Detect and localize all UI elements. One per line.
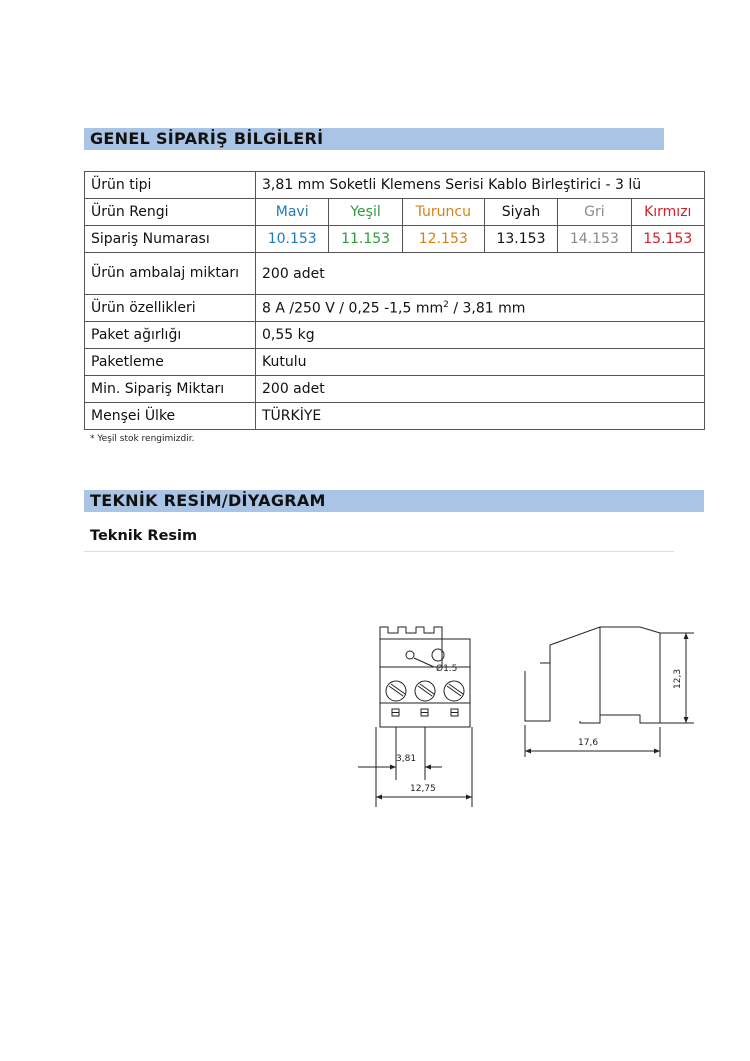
label-product-color: Ürün Rengi xyxy=(85,199,256,226)
table-row xyxy=(85,199,705,226)
pitch-dimension-label: 3,81 xyxy=(396,754,417,764)
order-number-siyah: 13.153 xyxy=(484,226,557,253)
section-title-general-order-info: GENEL SİPARİŞ BİLGİLERİ xyxy=(84,128,664,150)
features-text: 8 A /250 V / 0,25 -1,5 mm xyxy=(262,300,444,317)
order-number-yesil: 11.153 xyxy=(329,226,402,253)
table-row xyxy=(85,253,705,295)
color-turuncu: Turuncu xyxy=(402,199,484,226)
height-dimension-label: 12,3 xyxy=(673,668,683,689)
section-title-technical-drawing: TEKNİK RESİM/DİYAGRAM xyxy=(84,490,704,512)
width-dimension-label: 12,75 xyxy=(410,784,436,794)
value-package-weight: 0,55 kg xyxy=(256,322,705,349)
order-number-mavi: 10.153 xyxy=(256,226,329,253)
label-product-features: Ürün özellikleri xyxy=(85,295,256,322)
length-dimension-label: 17,6 xyxy=(578,738,599,748)
color-mavi: Mavi xyxy=(256,199,329,226)
label-min-order: Min. Sipariş Miktarı xyxy=(85,376,256,403)
side-view xyxy=(525,627,694,757)
order-number-gri: 14.153 xyxy=(558,226,631,253)
color-gri: Gri xyxy=(558,199,631,226)
stock-color-note: * Yeşil stok rengimizdir. xyxy=(90,434,195,444)
table-row xyxy=(85,403,705,430)
table-row xyxy=(85,172,705,199)
subsection-title-technical-drawing: Teknik Resim xyxy=(90,528,198,544)
label-product-type: Ürün tipi xyxy=(85,172,256,199)
features-text-end: / 3,81 mm xyxy=(448,300,526,317)
label-packaging: Paketleme xyxy=(85,349,256,376)
table-row xyxy=(85,322,705,349)
subsection-divider xyxy=(84,551,674,552)
color-siyah: Siyah xyxy=(484,199,557,226)
value-product-features xyxy=(256,295,705,322)
front-view xyxy=(358,627,472,807)
label-order-number: Sipariş Numarası xyxy=(85,226,256,253)
table-row xyxy=(85,226,705,253)
technical-drawing xyxy=(350,615,700,815)
table-row xyxy=(85,349,705,376)
order-number-turuncu: 12.153 xyxy=(402,226,484,253)
product-spec-table xyxy=(84,171,705,430)
label-package-quantity: Ürün ambalaj miktarı xyxy=(85,253,256,295)
order-number-kirmizi: 15.153 xyxy=(631,226,704,253)
features-superscript: 2 xyxy=(443,299,449,310)
color-yesil: Yeşil xyxy=(329,199,402,226)
label-origin-country: Menşei Ülke xyxy=(85,403,256,430)
table-row xyxy=(85,295,705,322)
table-row xyxy=(85,376,705,403)
value-origin-country: TÜRKİYE xyxy=(256,403,705,430)
color-kirmizi: Kırmızı xyxy=(631,199,704,226)
value-packaging: Kutulu xyxy=(256,349,705,376)
value-package-quantity: 200 adet xyxy=(256,253,705,295)
hole-dimension-label: Ø1.5 xyxy=(436,664,458,674)
value-product-type: 3,81 mm Soketli Klemens Serisi Kablo Birleştirici - 3 lü xyxy=(256,172,705,199)
label-package-weight: Paket ağırlığı xyxy=(85,322,256,349)
value-min-order: 200 adet xyxy=(256,376,705,403)
